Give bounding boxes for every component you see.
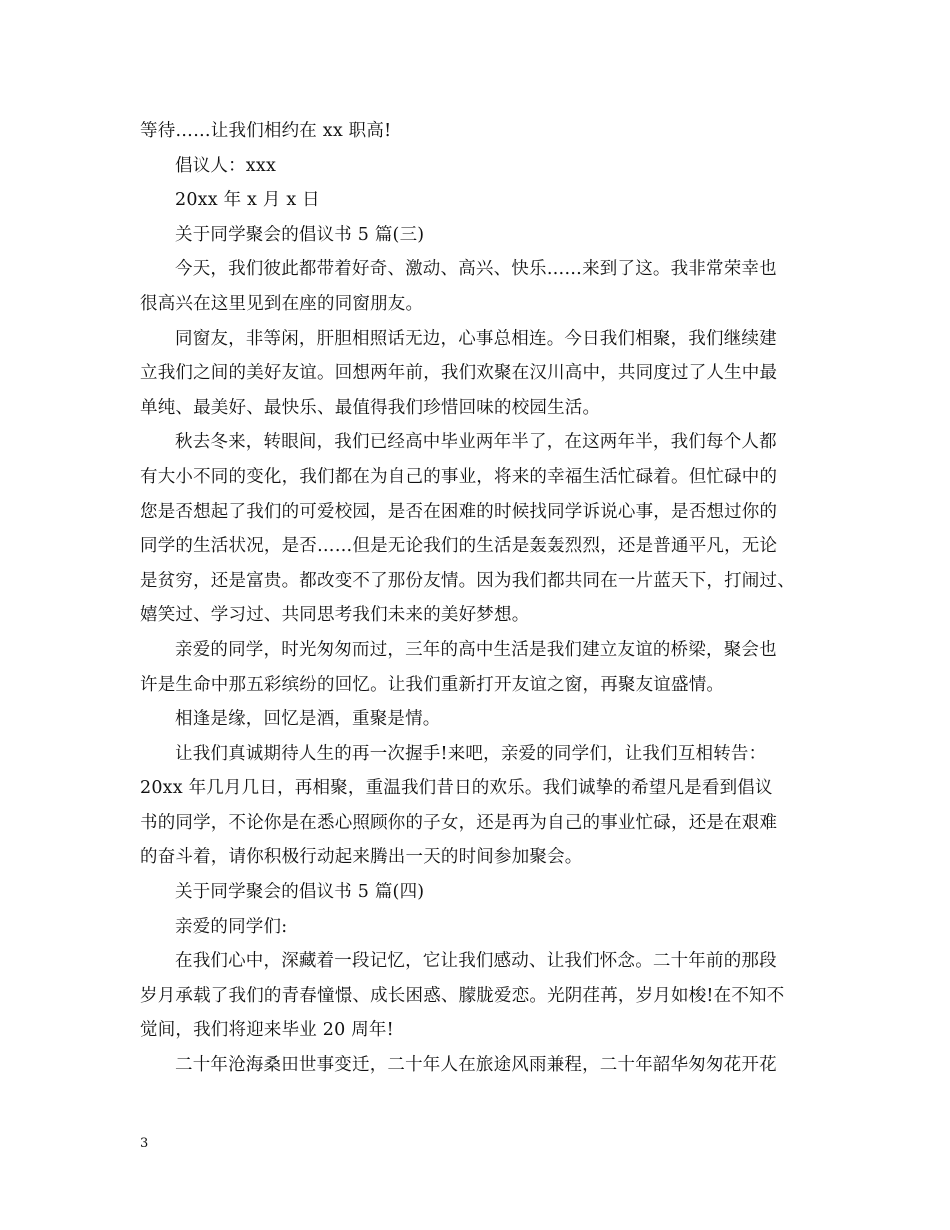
- text-line: 二十年沧海桑田世事变迁，二十年人在旅途风雨兼程，二十年韶华匆匆花开花: [175, 1055, 777, 1076]
- text-line: 的奋斗着，请你积极行动起来腾出一天的时间参加聚会。: [140, 847, 583, 868]
- text-line: 嬉笑过、学习过、共同思考我们未来的美好梦想。: [140, 605, 530, 626]
- page-number: 3: [140, 1136, 149, 1151]
- text-line: 20xx 年 x 月 x 日: [175, 190, 320, 211]
- text-line: 倡议人：xxx: [175, 155, 277, 176]
- text-line: 觉间，我们将迎来毕业 20 周年!: [140, 1020, 394, 1041]
- text-line: 让我们真诚期待人生的再一次握手!来吧，亲爱的同学们，让我们互相转告：: [175, 743, 767, 764]
- text-line: 亲爱的同学，时光匆匆而过，三年的高中生活是我们建立友谊的桥梁，聚会也: [175, 639, 777, 660]
- text-line: 许是生命中那五彩缤纷的回忆。让我们重新打开友谊之窗，再聚友谊盛情。: [140, 674, 725, 695]
- text-line: 在我们心中，深藏着一段记忆，它让我们感动、让我们怀念。二十年前的那段: [175, 951, 777, 972]
- text-line: 是贫穷，还是富贵。都改变不了那份友情。因为我们都共同在一片蓝天下，打闹过、: [140, 570, 795, 591]
- text-line: 很高兴在这里见到在座的同窗朋友。: [140, 293, 424, 314]
- document-body: [140, 114, 830, 1083]
- text-line: 等待……让我们相约在 xx 职高!: [140, 121, 392, 141]
- text-line: 亲爱的同学们:: [175, 916, 288, 937]
- text-line: 关于同学聚会的倡议书 5 篇(四): [175, 882, 425, 903]
- text-line: 立我们之间的美好友谊。回想两年前，我们欢聚在汉川高中，共同度过了人生中最: [140, 363, 778, 384]
- text-line: 有大小不同的变化，我们都在为自己的事业，将来的幸福生活忙碌着。但忙碌中的: [140, 466, 778, 487]
- text-line: 同学的生活状况，是否……但是无论我们的生活是轰轰烈烈，还是普通平凡，无论: [140, 536, 778, 557]
- text-line: 今天，我们彼此都带着好奇、激动、高兴、快乐……来到了这。我非常荣幸也: [175, 259, 777, 280]
- text-line: 秋去冬来，转眼间，我们已经高中毕业两年半了，在这两年半，我们每个人都: [175, 432, 777, 453]
- text-line: 书的同学，不论你是在悉心照顾你的子女，还是再为自己的事业忙碌，还是在艰难: [140, 812, 778, 833]
- text-line: 20xx 年几月几日，再相聚，重温我们昔日的欢乐。我们诚挚的希望凡是看到倡议: [140, 778, 773, 799]
- text-line: 同窗友，非等闲，肝胆相照话无边，心事总相连。今日我们相聚，我们继续建: [175, 328, 777, 349]
- text-line: 您是否想起了我们的可爱校园，是否在困难的时候找同学诉说心事，是否想过你的: [140, 501, 778, 522]
- text-line: 关于同学聚会的倡议书 5 篇(三): [175, 224, 425, 245]
- text-line: 岁月承载了我们的青春憧憬、成长困惑、朦胧爱恋。光阴荏苒，岁月如梭!在不知不: [140, 985, 785, 1006]
- text-line: 相逢是缘，回忆是酒，重聚是情。: [175, 709, 441, 730]
- text-line: 单纯、最美好、最快乐、最值得我们珍惜回味的校园生活。: [140, 397, 601, 418]
